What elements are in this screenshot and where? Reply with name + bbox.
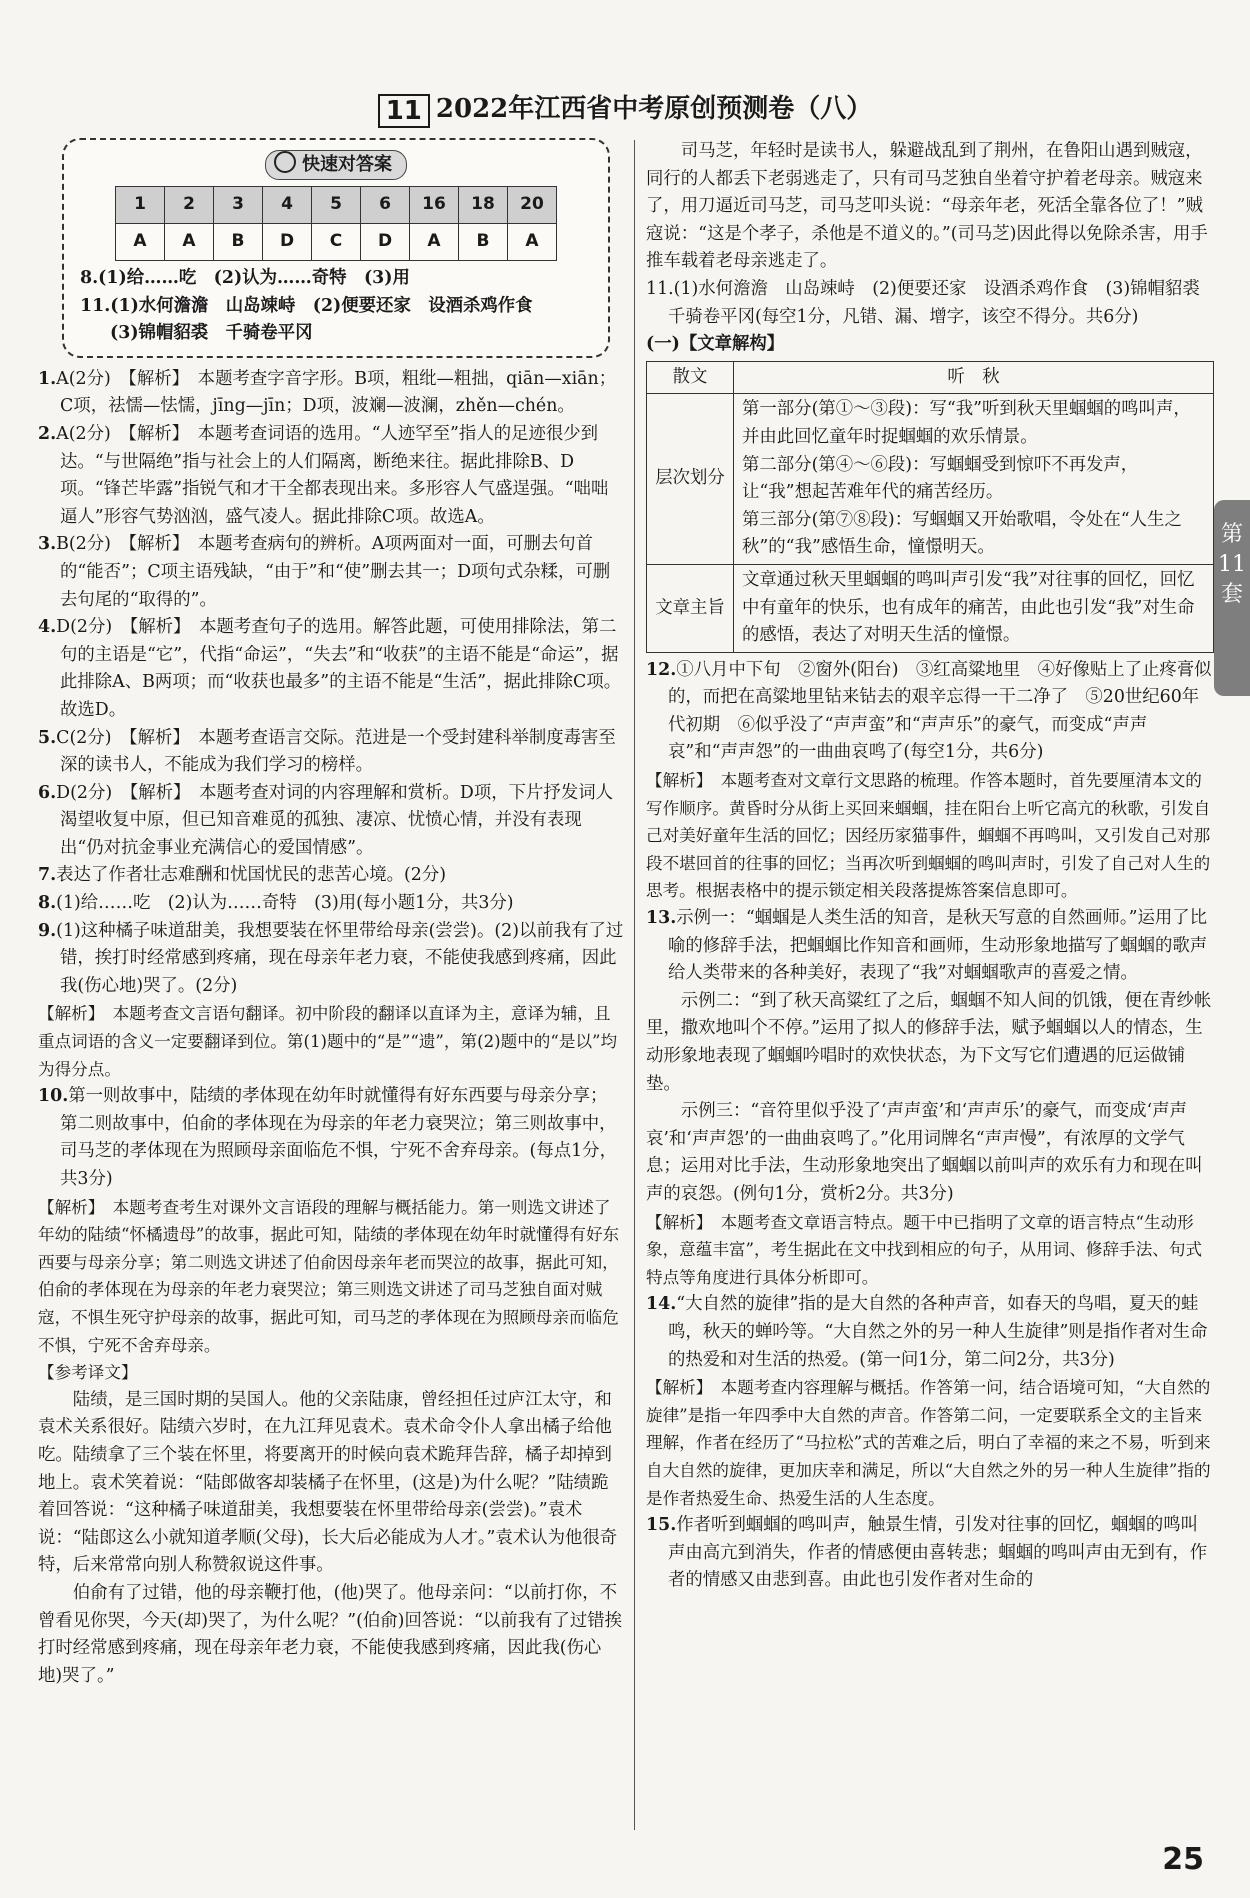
answer-num-cell: 6: [361, 187, 410, 224]
right-item: [646, 1098, 1214, 1208]
left-item: [38, 1194, 624, 1360]
struct-part-1: 第一部分(第①～③段)：写“我”听到秋天里蝈蝈的鸣叫声，并由此回忆童年时捉蝈蝈的欢乐情景。: [742, 399, 1191, 447]
right-item: [646, 1512, 1214, 1595]
answer-text: 【解析】 本题考查对文章行文思路的梳理。作答本题时，首先要厘清本文的写作顺序。黄昏时分从街上买回来蝈蝈，挂在阳台上听它高亢的秋歌，引发自己对美好童年生活的回忆；因经历家猫事件，蝈蝈不再鸣叫，又引发自己对那段不堪回首的往事的回忆；当再次听到蝈蝈的鸣叫声时，引发了自己对人生的思考。根据表格中的提示锁定相关段落提炼答案信息即可。: [646, 771, 1211, 901]
answer-text: 【参考译文】: [38, 1363, 138, 1383]
answer-num-cell: 18: [459, 187, 508, 224]
answer-text: B(2分) 【解析】 本题考查病句的辨析。A项两面对一面，可删去句首的“能否”；C项主语残缺，“由于”和“使”删去其一；D项句式杂糅，可删去句尾的“取得的”。: [56, 534, 611, 610]
left-item: [38, 421, 624, 531]
struct-theme: 文章通过秋天里蝈蝈的鸣叫声引发“我”对往事的回忆，回忆中有童年的快乐，也有成年的痛苦，由此也引发“我”对生命的感悟，表达了对明天生活的憧憬。: [734, 564, 1214, 652]
left-item: [38, 780, 624, 863]
left-item: [38, 862, 624, 890]
answer-line-11a: 11.(1)水何澹澹 山岛竦峙 (2)便要还家 设酒杀鸡作食: [80, 295, 533, 316]
answer-text: 【解析】 本题考查内容理解与概括。作答第一问，结合语境可知，“大自然的旋律”是指一年四季中大自然的声音。作答第二问，一定要联系全文的主旨来理解，作者在经历了“马拉松”式的苦难之后，明白了幸福的来之不易，听到来自大自然的旋律，更加庆幸和满足，所以“大自然之外的另一种人生旋律”指的是作者热爱生命、热爱生活的人生态度。: [646, 1378, 1211, 1508]
page-number: 25: [1162, 1842, 1204, 1877]
answer-num-cell: 3: [214, 187, 263, 224]
question-number: 4.: [38, 617, 57, 638]
right-item: [646, 767, 1214, 905]
answer-line-11b: (3)锦帽貂裘 千骑卷平冈: [110, 323, 313, 344]
question-number: 2.: [38, 423, 57, 444]
question-number: 6.: [38, 782, 57, 803]
left-item: [38, 1083, 624, 1193]
question-number: 7.: [38, 865, 57, 886]
right-item: [646, 1291, 1214, 1374]
left-item: [38, 1000, 624, 1083]
answer-table: [115, 186, 557, 261]
answer-text: 示例一：“蝈蝈是人类生活的知音，是秋天写意的自然画师。”运用了比喻的修辞手法，把蝈蝈比作知音和画师，生动形象地描写了蝈蝈的歌声给人类带来的各种美好，表现了“我”对蝈蝈歌声的喜爱之情。: [668, 908, 1208, 984]
structure-table: [646, 361, 1214, 653]
struct-row-theme: 文章主旨: [647, 564, 734, 652]
answer-text: A(2分) 【解析】 本题考查字音字形。B项，粗纰—粗拙，qiān—xiān；C项，祛懦—怯懦，jīng—jīn；D项，波斓—波澜，zhěn—chén。: [56, 368, 617, 417]
left-item: [38, 725, 624, 780]
left-item: [38, 1359, 624, 1387]
left-column: [38, 138, 624, 1690]
answer-text: 表达了作者壮志难酬和忧国忧民的悲苦心境。(2分): [56, 865, 446, 886]
answer-num-cell: 2: [165, 187, 214, 224]
exam-number-badge: 11: [378, 94, 430, 128]
answer-text: “大自然的旋律”指的是大自然的各种声音，如春天的鸟唱，夏天的蛙鸣，秋天的蝉吟等。“大自然之外的另一种人生旋律”则是指作者对生命的热爱和对生活的热爱。(第一问1分，第二问2分，共3分): [668, 1294, 1208, 1370]
answer-text: A(2分) 【解析】 本题考查词语的选用。“人迹罕至”指人的足迹很少到达。“与世隔绝”指与社会上的人们隔离，断绝来往。据此排除B、D项。“锋芒毕露”指锐气和才干全都表现出来。多形容人气盛逞强。“咄咄逼人”形容气势汹汹，盛气凌人。据此排除C项。故选A。: [56, 423, 609, 527]
question-number: 3.: [38, 534, 57, 555]
question-number: 13.: [646, 908, 677, 929]
left-item: [38, 890, 624, 918]
struct-row-layers: 层次划分: [647, 394, 734, 565]
answer-num-cell: 4: [263, 187, 312, 224]
quick-answer-box: [62, 138, 610, 358]
question-number: 5.: [38, 727, 57, 748]
left-item: [38, 918, 624, 1001]
answer-text: D(2分) 【解析】 本题考查对词的内容理解和赏析。D项，下片抒发词人渴望收复中原，但已知音难觅的孤独、凄凉、忧愤心情，并没有表现出“仍对抗金事业充满信心的爱国情感”。: [56, 782, 613, 858]
right-item: [646, 657, 1214, 767]
question-number: 15.: [646, 1515, 677, 1536]
answer-text: D(2分) 【解析】 本题考查句子的选用。解答此题，可使用排除法，第二句的主语是“它”，代指“命运”，“失去”和“收获”的主语不能是“命运”，据此排除A、B两项；而“收获也最多”的主语不能是“生活”，据此排除C项。故选D。: [56, 617, 622, 720]
struct-header-title: 听 秋: [734, 361, 1214, 394]
right-item: [646, 905, 1214, 988]
section-head: (一)【文章解构】: [646, 334, 785, 355]
answer-choice-cell: D: [263, 224, 312, 261]
answer-num-cell: 16: [410, 187, 459, 224]
right-answers: [646, 657, 1214, 1595]
answer-choice-cell: D: [361, 224, 410, 261]
answer-text: 示例三：“音符里似乎没了‘声声蛮’和‘声声乐’的豪气，而变成‘声声哀’和‘声声怨’的一曲曲哀鸣了。”化用词牌名“声声慢”，有浓厚的文学气息；运用对比手法，生动形象地突出了蝈蝈以前叫声的欢乐有力和现在叫声的哀怨。(例句1分，赏析2分。共3分): [646, 1101, 1203, 1204]
translation-continued: 司马芝，年轻时是读书人，躲避战乱到了荆州，在鲁阳山遇到贼寇，同行的人都丢下老弱逃走了，只有司马芝独自坐着守护着老母亲。贼寇来了，用刀逼近司马芝，司马芝叩头说：“母亲年老，死活全靠各位了！”贼寇说：“这是个孝子，杀他是不道义的。”(司马芝)因此得以免除杀害，用手推车载着老母亲逃走了。: [646, 141, 1208, 272]
answer-choice-cell: C: [312, 224, 361, 261]
exam-title: 2022年江西省中考原创预测卷（八）: [435, 94, 873, 124]
answer-text: C(2分) 【解析】 本题考查语言交际。范进是一个受封建科举制度毒害至深的读书人，不能成为我们学习的榜样。: [56, 727, 616, 776]
left-item: [38, 366, 624, 421]
right-item: [646, 1209, 1214, 1292]
left-item: [38, 614, 624, 724]
page-title: [0, 88, 1250, 126]
question-number: 9.: [38, 920, 57, 941]
struct-part-2: 第二部分(第④～⑥段)：写蝈蝈受到惊吓不再发声，让“我”想起苦难年代的痛苦经历。: [742, 454, 1139, 503]
right-item: [646, 988, 1214, 1098]
left-item: [38, 1387, 624, 1580]
magnifier-icon: [274, 151, 296, 173]
answer-text: 第一则故事中，陆绩的孝体现在幼年时就懂得有好东西要与母亲分享；第二则故事中，伯俞的孝体现在为母亲的年老力衰哭泣；第三则故事中，司马芝的孝体现在为照顾母亲面临危不惧，宁死不舍弃母亲。(每点1分，共3分): [60, 1086, 617, 1189]
question-number: 12.: [646, 659, 677, 680]
answer-text: 【解析】 本题考查考生对课外文言语段的理解与概括能力。第一则选文讲述了年幼的陆绩“怀橘遗母”的故事，据此可知，陆绩的孝体现在幼年时就懂得有好东西要与母亲分享；第二则选文讲述了伯俞因母亲年老而哭泣的故事，据此可知，伯俞的孝体现在为母亲的年老力衰哭泣；第三则选文讲述了司马芝独自面对贼寇，不惧生死守护母亲的故事，据此可知，司马芝的孝体现在为照顾母亲而临危不惧，宁死不舍弃母亲。: [38, 1197, 620, 1355]
answer-choice-cell: A: [508, 224, 557, 261]
answer-choice-cell: A: [410, 224, 459, 261]
answer-choice-cell: A: [116, 224, 165, 261]
answer-text: 伯俞有了过错，他的母亲鞭打他，(他)哭了。他母亲问：“以前打你，不曾看见你哭，今天(却)哭了，为什么呢？”(伯俞)回答说：“以前我有了过错挨打时经常感到疼痛，现在母亲年老力衰，不能使我感到疼痛，因此我(伤心地)哭了。”: [38, 1582, 623, 1686]
right-item: [646, 1374, 1214, 1512]
question-number: 1.: [38, 368, 57, 389]
question-number: 8.: [38, 893, 57, 914]
answer-text: (1)这种橘子味道甜美，我想要装在怀里带给母亲(尝尝)。(2)以前我有了过错，挨打时经常感到疼痛，现在母亲年老力衰，不能使我感到疼痛，因此我(伤心地)哭了。(2分): [56, 920, 624, 996]
answer-line-8: 8.(1)给……吃 (2)认为……奇特 (3)用: [80, 268, 410, 288]
answer-num-cell: 1: [116, 187, 165, 224]
answer-text: 【解析】 本题考查文章语言特点。题干中已指明了文章的语言特点“生动形象，意蕴丰富”，考生据此在文中找到相应的句子，从用词、修辞手法、句式特点等角度进行具体分析即可。: [646, 1212, 1203, 1287]
answer-text: (1)给……吃 (2)认为……奇特 (3)用(每小题1分，共3分): [56, 893, 514, 914]
left-answers: [38, 366, 624, 1691]
question-number: 14.: [646, 1294, 677, 1315]
struct-part-3: 第三部分(第⑦⑧段)：写蝈蝈又开始歌唱，令处在“人生之秋”的“我”感悟生命，憧憬明天。: [742, 509, 1182, 558]
answer-text: 作者听到蝈蝈的鸣叫声，触景生情，引发对往事的回忆，蝈蝈的鸣叫声由高亢到消失，作者的情感便由喜转悲；蝈蝈的鸣叫声由无到有，作者的情感又由悲到喜。由此也引发作者对生命的: [668, 1515, 1208, 1591]
left-item: [38, 1580, 624, 1690]
question-number: 10.: [38, 1086, 69, 1107]
answer-choice-cell: B: [459, 224, 508, 261]
answer-11: 11.(1)水何澹澹 山岛竦峙 (2)便要还家 设酒杀鸡作食 (3)锦帽貂裘 千骑卷平冈(每空1分，凡错、漏、增字，该空不得分。共6分): [646, 278, 1218, 327]
answer-num-cell: 5: [312, 187, 361, 224]
struct-header-genre: 散文: [647, 361, 734, 394]
set-tab: 第11套: [1214, 500, 1250, 696]
left-item: [38, 531, 624, 614]
column-divider: [634, 140, 635, 1830]
answer-choice-cell: A: [165, 224, 214, 261]
answer-text: ①八月中下旬 ②窗外(阳台) ③红高粱地里 ④好像贴上了止疼膏似的，而把在高粱地里钻来钻去的艰辛忘得一干二净了 ⑤20世纪60年代初期 ⑥似乎没了“声声蛮”和“声声乐”的豪气，而变成“声声哀”和“声声怨”的一曲曲哀鸣了(每空1分，共6分): [668, 659, 1212, 763]
quick-answer-header: 快速对答案: [80, 150, 592, 180]
answer-num-cell: 20: [508, 187, 557, 224]
answer-choice-cell: B: [214, 224, 263, 261]
answer-text: 【解析】 本题考查文言语句翻译。初中阶段的翻译以直译为主，意译为辅，且重点词语的含义一定要翻译到位。第(1)题中的“是”“遗”，第(2)题中的“是以”均为得分点。: [38, 1004, 618, 1079]
answer-text: 陆绩，是三国时期的吴国人。他的父亲陆康，曾经担任过庐江太守，和袁术关系很好。陆绩六岁时，在九江拜见袁术。袁术命令仆人拿出橘子给他吃。陆绩拿了三个装在怀里，将要离开的时候向袁术跪拜告辞，橘子却掉到地上。袁术笑着说：“陆郎做客却装橘子在怀里，(这是)为什么呢？”陆绩跪着回答说：“这种橘子味道甜美，我想要装在怀里带给母亲(尝尝)。”袁术说：“陆郎这么小就知道孝顺(父母)，长大后必能成为人才。”袁术认为他很奇特，后来常常向别人称赞叙说这件事。: [38, 1389, 618, 1576]
answer-text: 示例二：“到了秋天高粱红了之后，蝈蝈不知人间的饥饿，便在青纱帐里，撒欢地叫个不停。”运用了拟人的修辞手法，赋予蝈蝈以人的情态，生动形象地表现了蝈蝈吟唱时的欢快状态，为下文写它们遭遇的厄运做铺垫。: [646, 990, 1212, 1094]
right-column: [646, 138, 1218, 1595]
